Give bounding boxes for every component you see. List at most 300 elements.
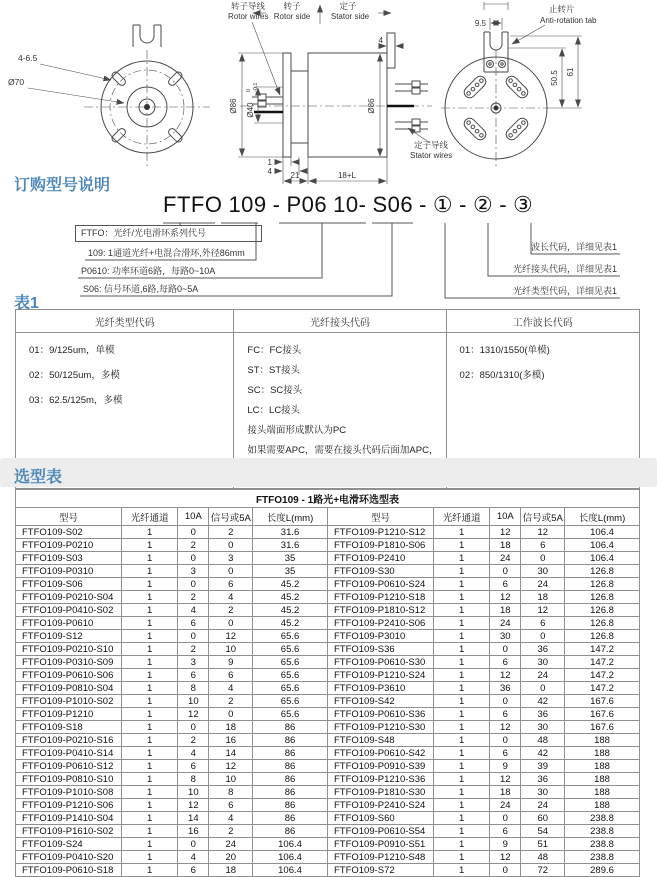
- value-cell: 45.2: [253, 591, 328, 604]
- value-cell: 1: [434, 695, 490, 708]
- value-cell: 12: [490, 851, 521, 864]
- value-cell: 1: [434, 682, 490, 695]
- value-cell: 31.6: [253, 539, 328, 552]
- list-item: 10-: [333, 192, 367, 217]
- model-cell: FTFO109-P0310: [16, 565, 122, 578]
- dim-flange-dia: Ø86: [229, 98, 238, 114]
- list-item: ③: [513, 192, 534, 217]
- value-cell: 12: [521, 604, 565, 617]
- selection-table-body: [16, 526, 640, 877]
- value-cell: 9: [490, 838, 521, 851]
- list-item: ②: [472, 192, 494, 217]
- list-item: 01：1310/1550(单模): [459, 345, 550, 356]
- value-cell: 1: [122, 695, 178, 708]
- order-section-title: 订购型号说明: [14, 177, 111, 194]
- value-cell: 0: [178, 552, 209, 565]
- value-cell: 54: [521, 825, 565, 838]
- value-cell: 10: [209, 643, 253, 656]
- value-cell: 8: [178, 773, 209, 786]
- value-cell: 65.6: [253, 708, 328, 721]
- value-cell: 238.8: [565, 825, 640, 838]
- value-cell: 2: [209, 825, 253, 838]
- model-cell: FTFO109-P1810-S06: [327, 539, 433, 552]
- value-cell: 126.8: [565, 604, 640, 617]
- list-item: LC：LC接头: [247, 405, 301, 416]
- value-cell: 0: [209, 539, 253, 552]
- value-cell: 1: [434, 604, 490, 617]
- table-row: [16, 838, 640, 851]
- value-cell: 39: [521, 760, 565, 773]
- dim-shaft-tol-hi: 0: [246, 88, 252, 92]
- table-row: [16, 773, 640, 786]
- value-cell: 18: [521, 591, 565, 604]
- value-cell: 1: [434, 526, 490, 539]
- callout-connector-code: 光纤接头代码，详细见表1: [512, 264, 617, 274]
- model-cell: FTFO109-P0810-S04: [16, 682, 122, 695]
- value-cell: 1: [122, 760, 178, 773]
- value-cell: 1: [122, 799, 178, 812]
- list-item: 02：850/1310(多模): [459, 370, 545, 381]
- rear-view-drawing: [441, 2, 597, 166]
- table-row: [16, 734, 640, 747]
- value-cell: 1: [434, 578, 490, 591]
- value-cell: 1: [434, 812, 490, 825]
- table-row: [16, 526, 640, 539]
- value-cell: 6: [178, 760, 209, 773]
- value-cell: 147.2: [565, 656, 640, 669]
- model-cell: FTFO109-P2410-S06: [327, 617, 433, 630]
- table-row: [16, 760, 640, 773]
- list-item: S06: [372, 192, 414, 217]
- list-item: 01：9/125um，单模: [29, 345, 115, 356]
- value-cell: 24: [490, 552, 521, 565]
- value-cell: 18: [490, 604, 521, 617]
- rotor-side-label-en: Rotor side: [273, 12, 311, 21]
- table-row: [16, 786, 640, 799]
- value-cell: 6: [178, 617, 209, 630]
- value-cell: 10: [178, 786, 209, 799]
- table-row: [16, 708, 640, 721]
- stator-wires-label-cn: 定子导线: [414, 140, 449, 150]
- dim-4: 4: [267, 167, 272, 176]
- value-cell: 289.6: [565, 864, 640, 877]
- value-cell: 1: [122, 617, 178, 630]
- model-cell: FTFO109-P0610-S30: [327, 656, 433, 669]
- value-cell: 1: [434, 838, 490, 851]
- table-row: [16, 539, 640, 552]
- value-cell: 167.6: [565, 708, 640, 721]
- value-cell: 1: [122, 682, 178, 695]
- value-cell: 42: [521, 747, 565, 760]
- model-cell: FTFO109-P0610-S36: [327, 708, 433, 721]
- model-cell: FTFO109-P1210-S36: [327, 773, 433, 786]
- value-cell: 0: [209, 565, 253, 578]
- value-cell: 106.4: [565, 552, 640, 565]
- value-cell: 1: [434, 734, 490, 747]
- value-cell: 6: [178, 864, 209, 877]
- value-cell: 2: [209, 526, 253, 539]
- value-cell: 36: [490, 682, 521, 695]
- model-cell: FTFO109-S42: [327, 695, 433, 708]
- value-cell: 86: [253, 734, 328, 747]
- value-cell: 1: [122, 825, 178, 838]
- value-cell: 18: [490, 786, 521, 799]
- list-item: -: [272, 192, 281, 217]
- value-cell: 86: [253, 825, 328, 838]
- callout-signal-code: S06: 信号环道,6路,每路0~5A: [83, 284, 199, 294]
- value-cell: 1: [434, 565, 490, 578]
- value-cell: 1: [122, 812, 178, 825]
- value-cell: 24: [209, 838, 253, 851]
- selection-banner-title: 选型表: [14, 469, 63, 486]
- col-length: 长度L(mm): [253, 508, 328, 526]
- value-cell: 4: [178, 604, 209, 617]
- model-cell: FTFO109-P0410-S20: [16, 851, 122, 864]
- value-cell: 147.2: [565, 643, 640, 656]
- value-cell: 14: [209, 747, 253, 760]
- value-cell: 1: [122, 773, 178, 786]
- list-item: FTFO: [163, 192, 223, 217]
- dim-61: 61: [566, 67, 575, 77]
- col-model: 型号: [16, 508, 122, 526]
- value-cell: 8: [209, 786, 253, 799]
- value-cell: 1: [434, 643, 490, 656]
- value-cell: 0: [209, 708, 253, 721]
- anti-rotation-tab-label-cn: 止转片: [549, 4, 575, 14]
- value-cell: 1: [434, 617, 490, 630]
- value-cell: 12: [490, 526, 521, 539]
- value-cell: 65.6: [253, 630, 328, 643]
- list-item: P06: [286, 192, 328, 217]
- list-item: -: [499, 192, 508, 217]
- model-cell: FTFO109-S02: [16, 526, 122, 539]
- selection-banner: [0, 458, 657, 487]
- value-cell: 238.8: [565, 838, 640, 851]
- value-cell: 1: [122, 578, 178, 591]
- value-cell: 16: [178, 825, 209, 838]
- list-item: 如果需要APC，需要在接头代码后面加APC，: [247, 445, 439, 456]
- value-cell: 86: [253, 760, 328, 773]
- value-cell: 1: [122, 630, 178, 643]
- table-row: [16, 695, 640, 708]
- rotor-side-label-cn: 转子: [283, 1, 301, 11]
- value-cell: 86: [253, 773, 328, 786]
- value-cell: 36: [521, 773, 565, 786]
- value-cell: 1: [122, 734, 178, 747]
- value-cell: 12: [209, 630, 253, 643]
- value-cell: 6: [521, 539, 565, 552]
- value-cell: 106.4: [253, 864, 328, 877]
- list-item: 02：50/125um，多模: [29, 370, 120, 381]
- callout-fiber-type-code: 光纤类型代码，详细见表1: [512, 286, 617, 296]
- model-cell: FTFO109-S36: [327, 643, 433, 656]
- value-cell: 106.4: [565, 539, 640, 552]
- value-cell: 72: [521, 864, 565, 877]
- model-cell: FTFO109-P0610-S42: [327, 747, 433, 760]
- list-item: SC：SC接头: [247, 385, 303, 396]
- value-cell: 126.8: [565, 565, 640, 578]
- col-10a: 10A: [490, 508, 521, 526]
- value-cell: 2: [178, 643, 209, 656]
- value-cell: 1: [122, 552, 178, 565]
- col-signal: 信号或5A: [209, 508, 253, 526]
- model-cell: FTFO109-P0210: [16, 539, 122, 552]
- model-cell: FTFO109-P1210-S48: [327, 851, 433, 864]
- value-cell: 188: [565, 799, 640, 812]
- model-cell: FTFO109-P0810-S10: [16, 773, 122, 786]
- value-cell: 1: [434, 747, 490, 760]
- value-cell: 35: [253, 565, 328, 578]
- value-cell: 6: [490, 578, 521, 591]
- value-cell: 6: [490, 656, 521, 669]
- selection-table-header-row: [16, 508, 640, 526]
- value-cell: 3: [178, 656, 209, 669]
- value-cell: 12: [178, 799, 209, 812]
- model-cell: FTFO109-P0610-S54: [327, 825, 433, 838]
- table-row: [16, 721, 640, 734]
- table-row: [16, 591, 640, 604]
- value-cell: 1: [434, 539, 490, 552]
- col-length: 长度L(mm): [565, 508, 640, 526]
- value-cell: 6: [490, 708, 521, 721]
- value-cell: 0: [490, 695, 521, 708]
- model-cell: FTFO109-S30: [327, 565, 433, 578]
- list-item: 接头端面形成默认为PC: [247, 425, 347, 436]
- value-cell: 4: [209, 812, 253, 825]
- technical-drawings: [0, 0, 657, 180]
- model-cell: FTFO109-P0910-S39: [327, 760, 433, 773]
- value-cell: 188: [565, 786, 640, 799]
- value-cell: 30: [521, 565, 565, 578]
- rotor-wires: [252, 94, 283, 112]
- dim-21: 21: [290, 171, 300, 180]
- list-item: -: [419, 192, 427, 217]
- value-cell: 9: [209, 656, 253, 669]
- value-cell: 147.2: [565, 682, 640, 695]
- value-cell: 1: [434, 591, 490, 604]
- value-cell: 24: [521, 799, 565, 812]
- value-cell: 188: [565, 747, 640, 760]
- model-cell: FTFO109-P1210-S24: [327, 669, 433, 682]
- dim-shaft-dia: Ø40: [246, 102, 255, 118]
- value-cell: 1: [434, 786, 490, 799]
- value-cell: 6: [521, 617, 565, 630]
- model-cell: FTFO109-S48: [327, 734, 433, 747]
- dim-length: 18+L: [337, 171, 357, 180]
- table-row: [16, 812, 640, 825]
- table-row: [16, 799, 640, 812]
- table-row: [16, 552, 640, 565]
- value-cell: 0: [490, 734, 521, 747]
- value-cell: 0: [490, 864, 521, 877]
- list-item: 109: [228, 192, 267, 217]
- table-row: [16, 617, 640, 630]
- stator-wires: [387, 81, 428, 132]
- table1-title: 表1: [14, 295, 39, 312]
- value-cell: 188: [565, 734, 640, 747]
- value-cell: 6: [490, 825, 521, 838]
- value-cell: 30: [490, 630, 521, 643]
- value-cell: 24: [521, 578, 565, 591]
- value-cell: 1: [122, 864, 178, 877]
- table-row: [16, 864, 640, 877]
- value-cell: 1: [434, 760, 490, 773]
- value-cell: 1: [122, 747, 178, 760]
- value-cell: 126.8: [565, 591, 640, 604]
- dim-outer-dia: Ø70: [8, 77, 25, 87]
- value-cell: 86: [253, 721, 328, 734]
- value-cell: 1: [434, 864, 490, 877]
- value-cell: 0: [490, 565, 521, 578]
- value-cell: 0: [178, 526, 209, 539]
- dim-1: 1: [267, 158, 272, 167]
- value-cell: 1: [122, 786, 178, 799]
- model-cell: FTFO109-P3610: [327, 682, 433, 695]
- model-cell: FTFO109-P1410-S04: [16, 812, 122, 825]
- model-cell: FTFO109-P1810-S30: [327, 786, 433, 799]
- model-cell: FTFO109-S12: [16, 630, 122, 643]
- table-row: [16, 825, 640, 838]
- value-cell: 1: [434, 851, 490, 864]
- model-cell: FTFO109-S18: [16, 721, 122, 734]
- value-cell: 238.8: [565, 851, 640, 864]
- value-cell: 86: [253, 799, 328, 812]
- value-cell: 65.6: [253, 656, 328, 669]
- value-cell: 30: [521, 786, 565, 799]
- table-row: [16, 669, 640, 682]
- table1-header-connector: 光纤接头代码: [234, 310, 446, 333]
- value-cell: 12: [521, 526, 565, 539]
- value-cell: 1: [122, 669, 178, 682]
- value-cell: 1: [122, 851, 178, 864]
- front-view-drawing: [8, 25, 210, 168]
- table-row: [16, 656, 640, 669]
- rotor-wires-label-cn: 转子导线: [231, 1, 266, 11]
- table-row: [16, 604, 640, 617]
- value-cell: 106.4: [565, 526, 640, 539]
- table-row: [16, 747, 640, 760]
- model-cell: FTFO109-P1210: [16, 708, 122, 721]
- model-cell: FTFO109-P0610-S18: [16, 864, 122, 877]
- list-item: ST：ST接头: [247, 365, 301, 376]
- value-cell: 1: [122, 643, 178, 656]
- list-item: -: [459, 192, 467, 217]
- value-cell: 106.4: [253, 851, 328, 864]
- value-cell: 188: [565, 773, 640, 786]
- value-cell: 6: [209, 578, 253, 591]
- table1-header-fiber-type: 光纤类型代码: [16, 310, 234, 333]
- selection-table-title: FTFO109 - 1路光+电滑环选型表: [16, 490, 640, 508]
- dim-tab-width: 9.5: [474, 19, 486, 28]
- col-signal: 信号或5A: [521, 508, 565, 526]
- model-cell: FTFO109-P1210-S30: [327, 721, 433, 734]
- value-cell: 1: [434, 656, 490, 669]
- value-cell: 126.8: [565, 578, 640, 591]
- value-cell: 20: [209, 851, 253, 864]
- value-cell: 0: [521, 552, 565, 565]
- value-cell: 12: [490, 591, 521, 604]
- dim-tab-thickness: 4: [378, 36, 383, 45]
- value-cell: 86: [253, 747, 328, 760]
- model-cell: FTFO109-S24: [16, 838, 122, 851]
- value-cell: 4: [209, 682, 253, 695]
- model-cell: FTFO109-P0410-S02: [16, 604, 122, 617]
- value-cell: 0: [490, 643, 521, 656]
- dim-shaft-tol-lo: -0.1: [253, 82, 259, 92]
- value-cell: 65.6: [253, 669, 328, 682]
- model-cell: FTFO109-P1210-S18: [327, 591, 433, 604]
- value-cell: 126.8: [565, 630, 640, 643]
- value-cell: 106.4: [253, 838, 328, 851]
- model-cell: FTFO109-P1210-S06: [16, 799, 122, 812]
- callout-channel-code: 109: 1通道光纤+电混合滑环,外径86mm: [88, 248, 245, 258]
- dim-body-dia: Ø86: [367, 98, 376, 114]
- model-cell: FTFO109-P0210-S16: [16, 734, 122, 747]
- value-cell: 1: [434, 630, 490, 643]
- model-cell: FTFO109-P2410-S24: [327, 799, 433, 812]
- value-cell: 1: [122, 721, 178, 734]
- value-cell: 1: [122, 565, 178, 578]
- model-cell: FTFO109-P0210-S10: [16, 643, 122, 656]
- value-cell: 8: [178, 682, 209, 695]
- value-cell: 60: [521, 812, 565, 825]
- model-cell: FTFO109-P0210-S04: [16, 591, 122, 604]
- value-cell: 45.2: [253, 578, 328, 591]
- table1-header-wavelength: 工作波长代码: [446, 310, 639, 333]
- model-cell: FTFO109-P1810-S12: [327, 604, 433, 617]
- value-cell: 36: [521, 643, 565, 656]
- value-cell: 12: [178, 708, 209, 721]
- value-cell: 2: [209, 604, 253, 617]
- value-cell: 10: [209, 773, 253, 786]
- table1-header-row: [16, 310, 640, 333]
- selection-table-title-row: [16, 490, 640, 508]
- value-cell: 12: [490, 721, 521, 734]
- model-cell: FTFO109-S03: [16, 552, 122, 565]
- value-cell: 3: [209, 552, 253, 565]
- callout-wavelength-code: 波长代码，详细见表1: [530, 242, 617, 252]
- value-cell: 6: [209, 669, 253, 682]
- value-cell: 12: [490, 773, 521, 786]
- value-cell: 48: [521, 851, 565, 864]
- model-cell: FTFO109-P0610-S12: [16, 760, 122, 773]
- dim-holes: 4-6.5: [18, 53, 38, 63]
- value-cell: 0: [521, 630, 565, 643]
- dim-50-5: 50.5: [550, 70, 559, 86]
- table-row: [16, 643, 640, 656]
- list-item: FC：FC接头: [247, 345, 302, 356]
- value-cell: 86: [253, 812, 328, 825]
- value-cell: 48: [521, 734, 565, 747]
- value-cell: 4: [178, 851, 209, 864]
- value-cell: 188: [565, 760, 640, 773]
- model-cell: FTFO109-P0610: [16, 617, 122, 630]
- col-10a: 10A: [178, 508, 209, 526]
- value-cell: 3: [178, 565, 209, 578]
- value-cell: 30: [521, 721, 565, 734]
- model-cell: FTFO109-P1010-S08: [16, 786, 122, 799]
- value-cell: 24: [521, 669, 565, 682]
- value-cell: 167.6: [565, 695, 640, 708]
- value-cell: 0: [490, 812, 521, 825]
- value-cell: 4: [209, 591, 253, 604]
- value-cell: 126.8: [565, 617, 640, 630]
- value-cell: 30: [521, 656, 565, 669]
- side-view-drawing: [228, 1, 452, 184]
- value-cell: 1: [122, 526, 178, 539]
- list-item: ①: [432, 192, 454, 217]
- order-section: [0, 170, 657, 300]
